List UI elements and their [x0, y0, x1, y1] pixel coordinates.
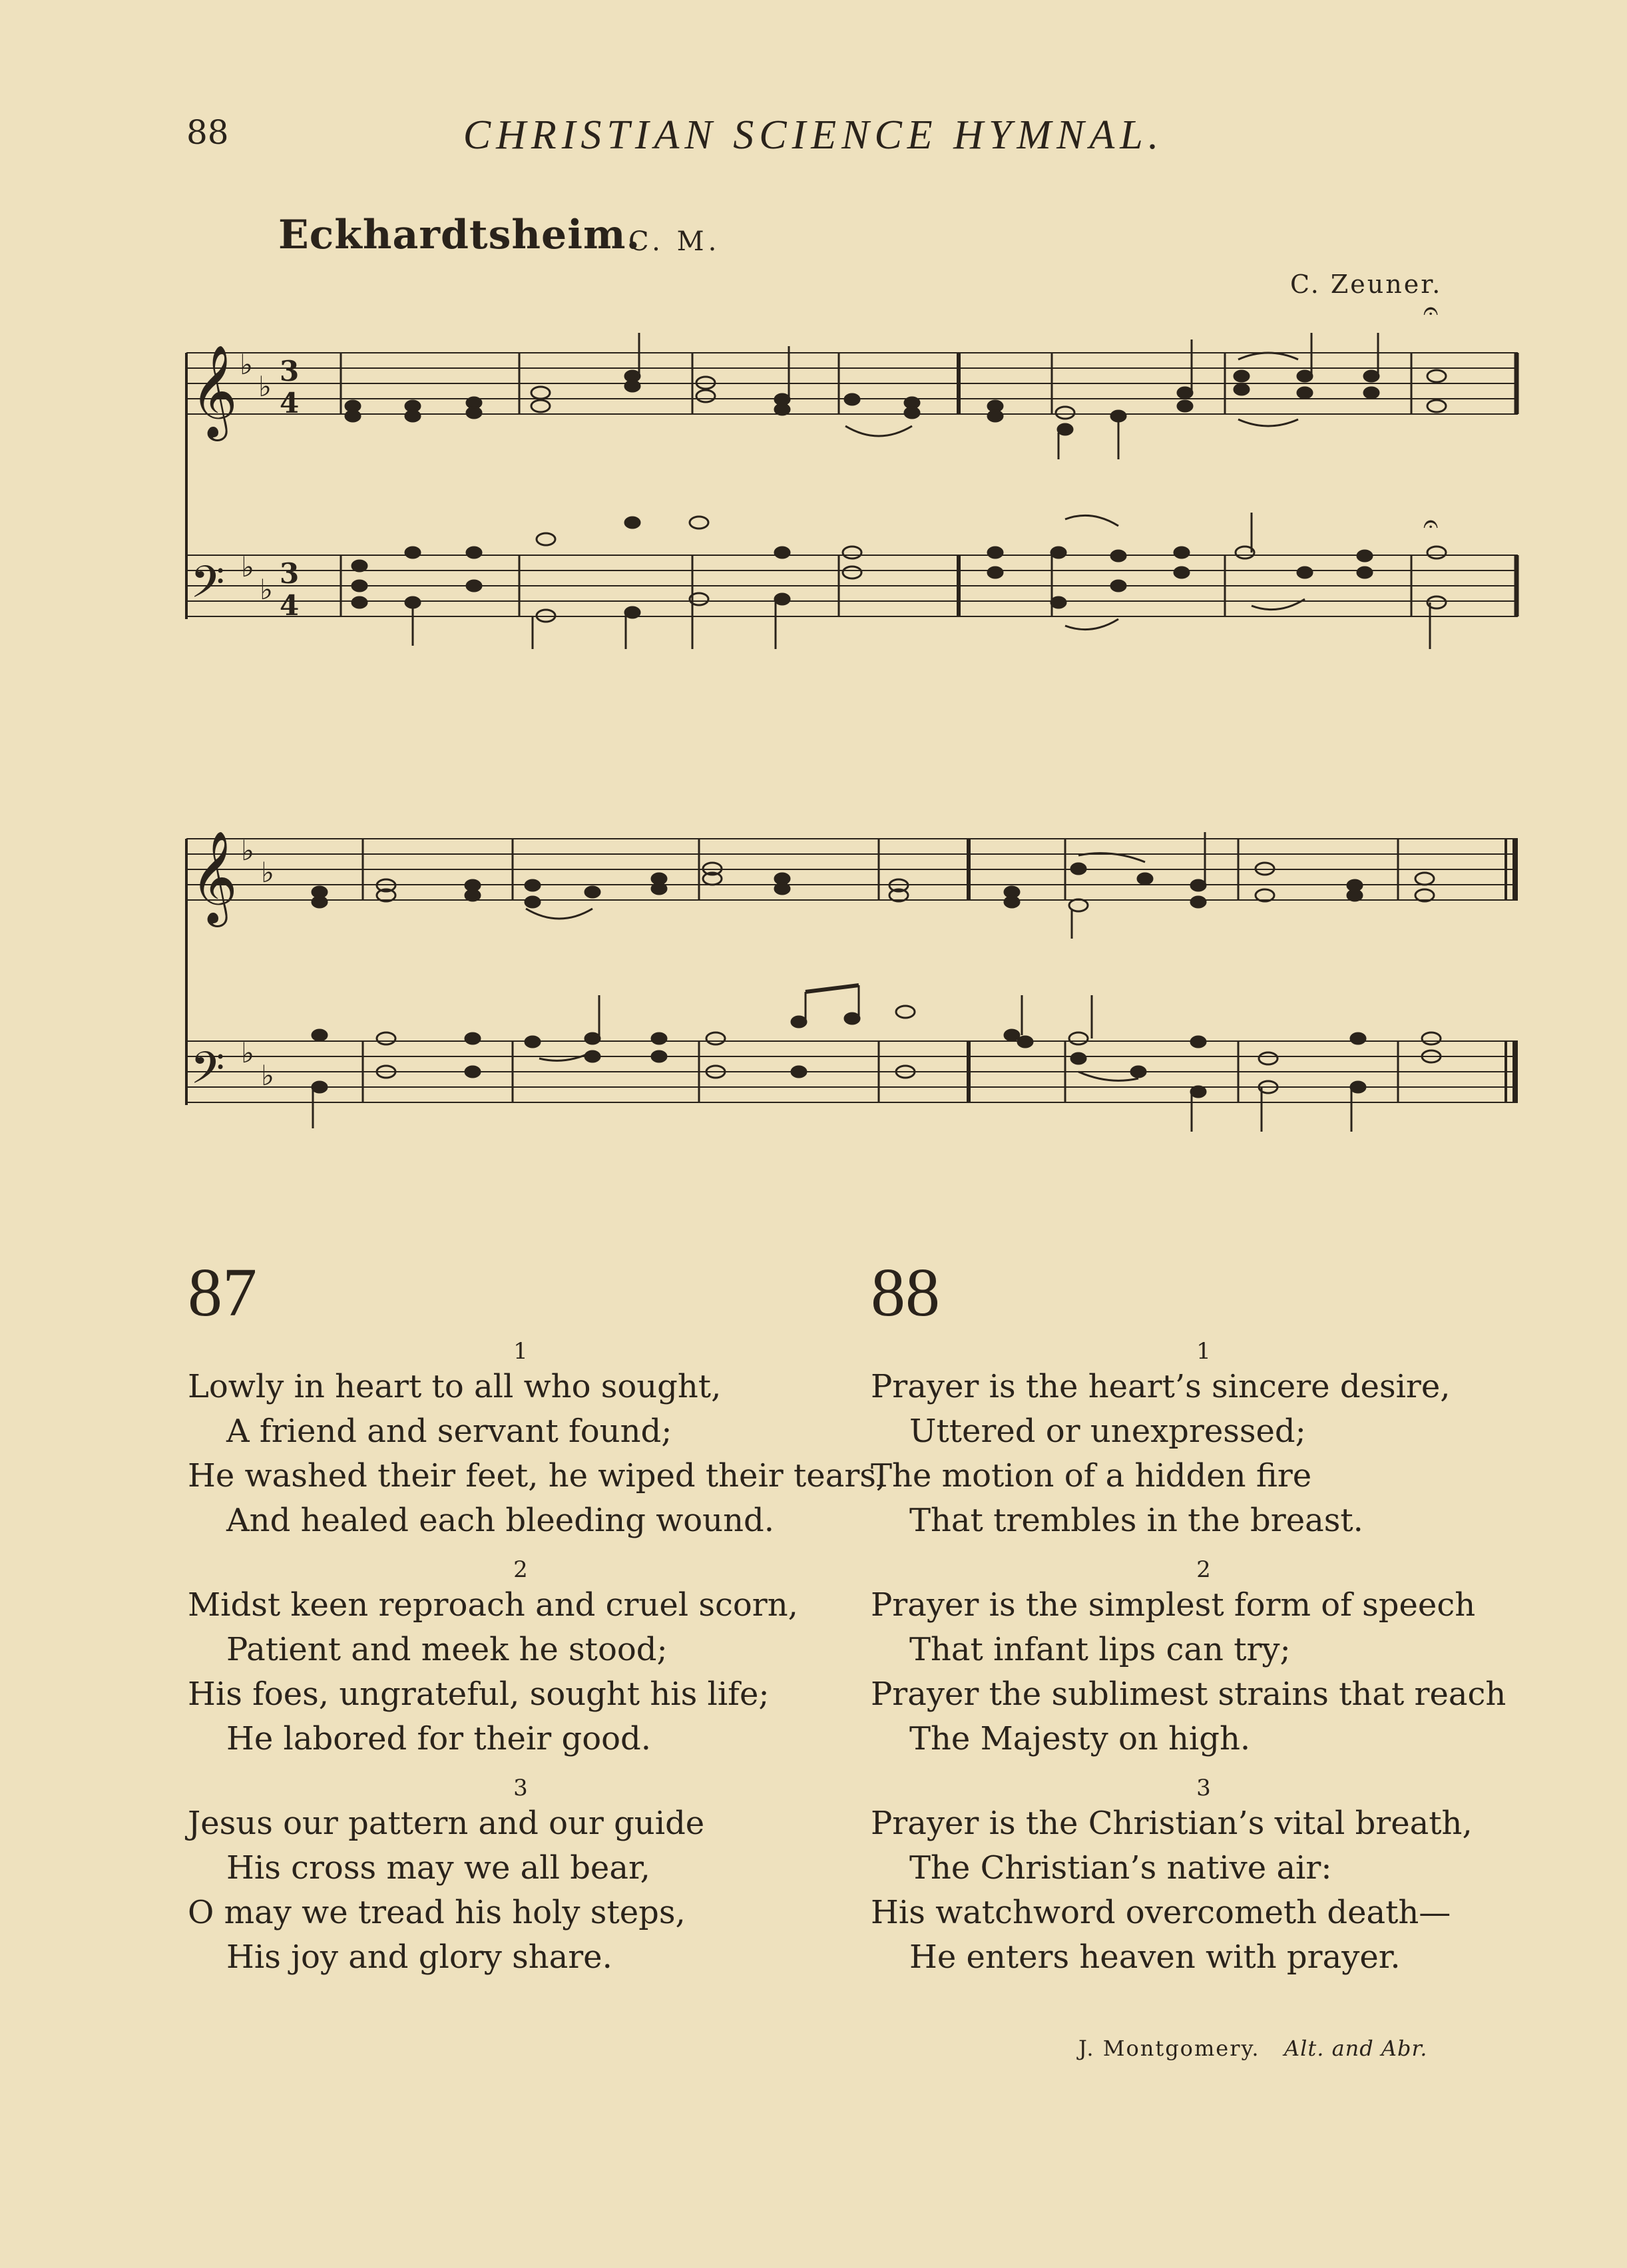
svg-text:♭: ♭: [241, 551, 254, 583]
verse-line: He labored for their good.: [226, 1720, 651, 1757]
verse-line: His cross may we all bear,: [226, 1849, 650, 1887]
verse-line: He enters heaven with prayer.: [909, 1938, 1401, 1976]
stanza: [871, 1775, 1536, 1980]
running-title: CHRISTIAN SCIENCE HYMNAL.: [463, 113, 1164, 158]
verse-line: Jesus our pattern and our guide: [188, 1805, 705, 1842]
fermata-icon: 𝄐: [1423, 509, 1439, 539]
system-1-ties: [845, 353, 1305, 630]
verse-line: The motion of a hidden fire: [871, 1457, 1312, 1494]
stanza: [188, 1338, 887, 1543]
hymn-88: [871, 1254, 1536, 1993]
stanza-number: 2: [513, 1556, 528, 1583]
composer: C. Zeuner.: [1290, 270, 1443, 299]
tune-name: Eckhardtsheim.: [278, 212, 641, 258]
svg-text:♭: ♭: [241, 834, 254, 867]
verse-line: The Christian’s native air:: [909, 1849, 1332, 1887]
svg-text:4: 4: [280, 387, 300, 419]
verse-line: O may we tread his holy steps,: [188, 1894, 686, 1931]
author-name: J. Montgomery.: [1078, 2036, 1260, 2061]
svg-text:♭: ♭: [261, 856, 274, 889]
key-and-time-signature: [240, 348, 299, 622]
author-credit: [1078, 2036, 1427, 2061]
svg-text:♭: ♭: [261, 1059, 274, 1092]
system-1: [186, 296, 1518, 649]
system-1-bass-staff: [186, 555, 1518, 616]
page-number: 88: [186, 113, 229, 152]
key-signature: [241, 834, 274, 1092]
verse-line: Prayer is the simplest form of speech: [871, 1586, 1476, 1624]
verse-line: And healed each bleeding wound.: [226, 1502, 774, 1539]
system-2-barlines: [363, 839, 1515, 1102]
tune-meter: C. M.: [628, 226, 721, 257]
stanza-number: 1: [513, 1338, 528, 1365]
verse-line: That trembles in the breast.: [909, 1502, 1363, 1539]
stanza-number: 3: [513, 1775, 528, 1801]
verse-line: That infant lips can try;: [909, 1631, 1291, 1668]
svg-text:♭: ♭: [258, 370, 272, 403]
system-2-ties: [526, 853, 1145, 1081]
hymn-87: [188, 1254, 887, 1993]
system-1-barlines: [341, 353, 1516, 616]
system-1-notes: [346, 370, 1446, 622]
verse-line: Patient and meek he stood;: [226, 1631, 668, 1668]
verse-line: His watchword overcometh death—: [871, 1894, 1451, 1931]
verse-line: Lowly in heart to all who sought,: [188, 1368, 722, 1405]
verse-line: The Majesty on high.: [909, 1720, 1251, 1757]
svg-text:3: 3: [280, 355, 300, 387]
fermata-icon: 𝄐: [1423, 296, 1439, 326]
verse-line: His foes, ungrateful, sought his life;: [188, 1676, 770, 1713]
verse-line: Prayer is the heart’s sincere desire,: [871, 1368, 1451, 1405]
stanza-number: 1: [1196, 1338, 1211, 1365]
svg-text:4: 4: [280, 589, 300, 622]
verse-line: Prayer the sublimest strains that reach: [871, 1676, 1507, 1713]
treble-clef-icon: 𝄞: [190, 831, 238, 923]
stanza-number: 3: [1196, 1775, 1211, 1801]
verse-line: Uttered or unexpressed;: [909, 1413, 1306, 1450]
stanza: [871, 1338, 1536, 1543]
stanza: [188, 1775, 853, 1980]
credit-note: Alt. and Abr.: [1284, 2036, 1428, 2061]
treble-clef-icon: 𝄞: [190, 345, 238, 437]
verse-line: His joy and glory share.: [226, 1938, 612, 1976]
verse-line: Prayer is the Christian’s vital breath,: [871, 1805, 1473, 1842]
verse-line: Midst keen reproach and cruel scorn,: [188, 1586, 798, 1624]
verse-line: A friend and servant found;: [226, 1413, 672, 1450]
stanza: [871, 1556, 1536, 1761]
stanza-number: 2: [1196, 1556, 1211, 1583]
hymn-number: 87: [188, 1254, 257, 1331]
svg-text:3: 3: [280, 557, 300, 590]
system-2: [186, 831, 1518, 1132]
svg-text:♭: ♭: [241, 1036, 254, 1069]
bass-clef-icon: 𝄢: [190, 1042, 225, 1104]
svg-text:♭: ♭: [240, 348, 253, 381]
bass-clef-icon: 𝄢: [190, 557, 225, 618]
svg-text:♭: ♭: [260, 573, 273, 606]
system-2-notes: [312, 863, 1441, 1097]
stanza: [188, 1556, 853, 1761]
system-2-bass-staff: [186, 1041, 1518, 1102]
hymn-number: 88: [871, 1254, 940, 1331]
verse-line: He washed their feet, he wiped their tears,: [188, 1457, 887, 1494]
